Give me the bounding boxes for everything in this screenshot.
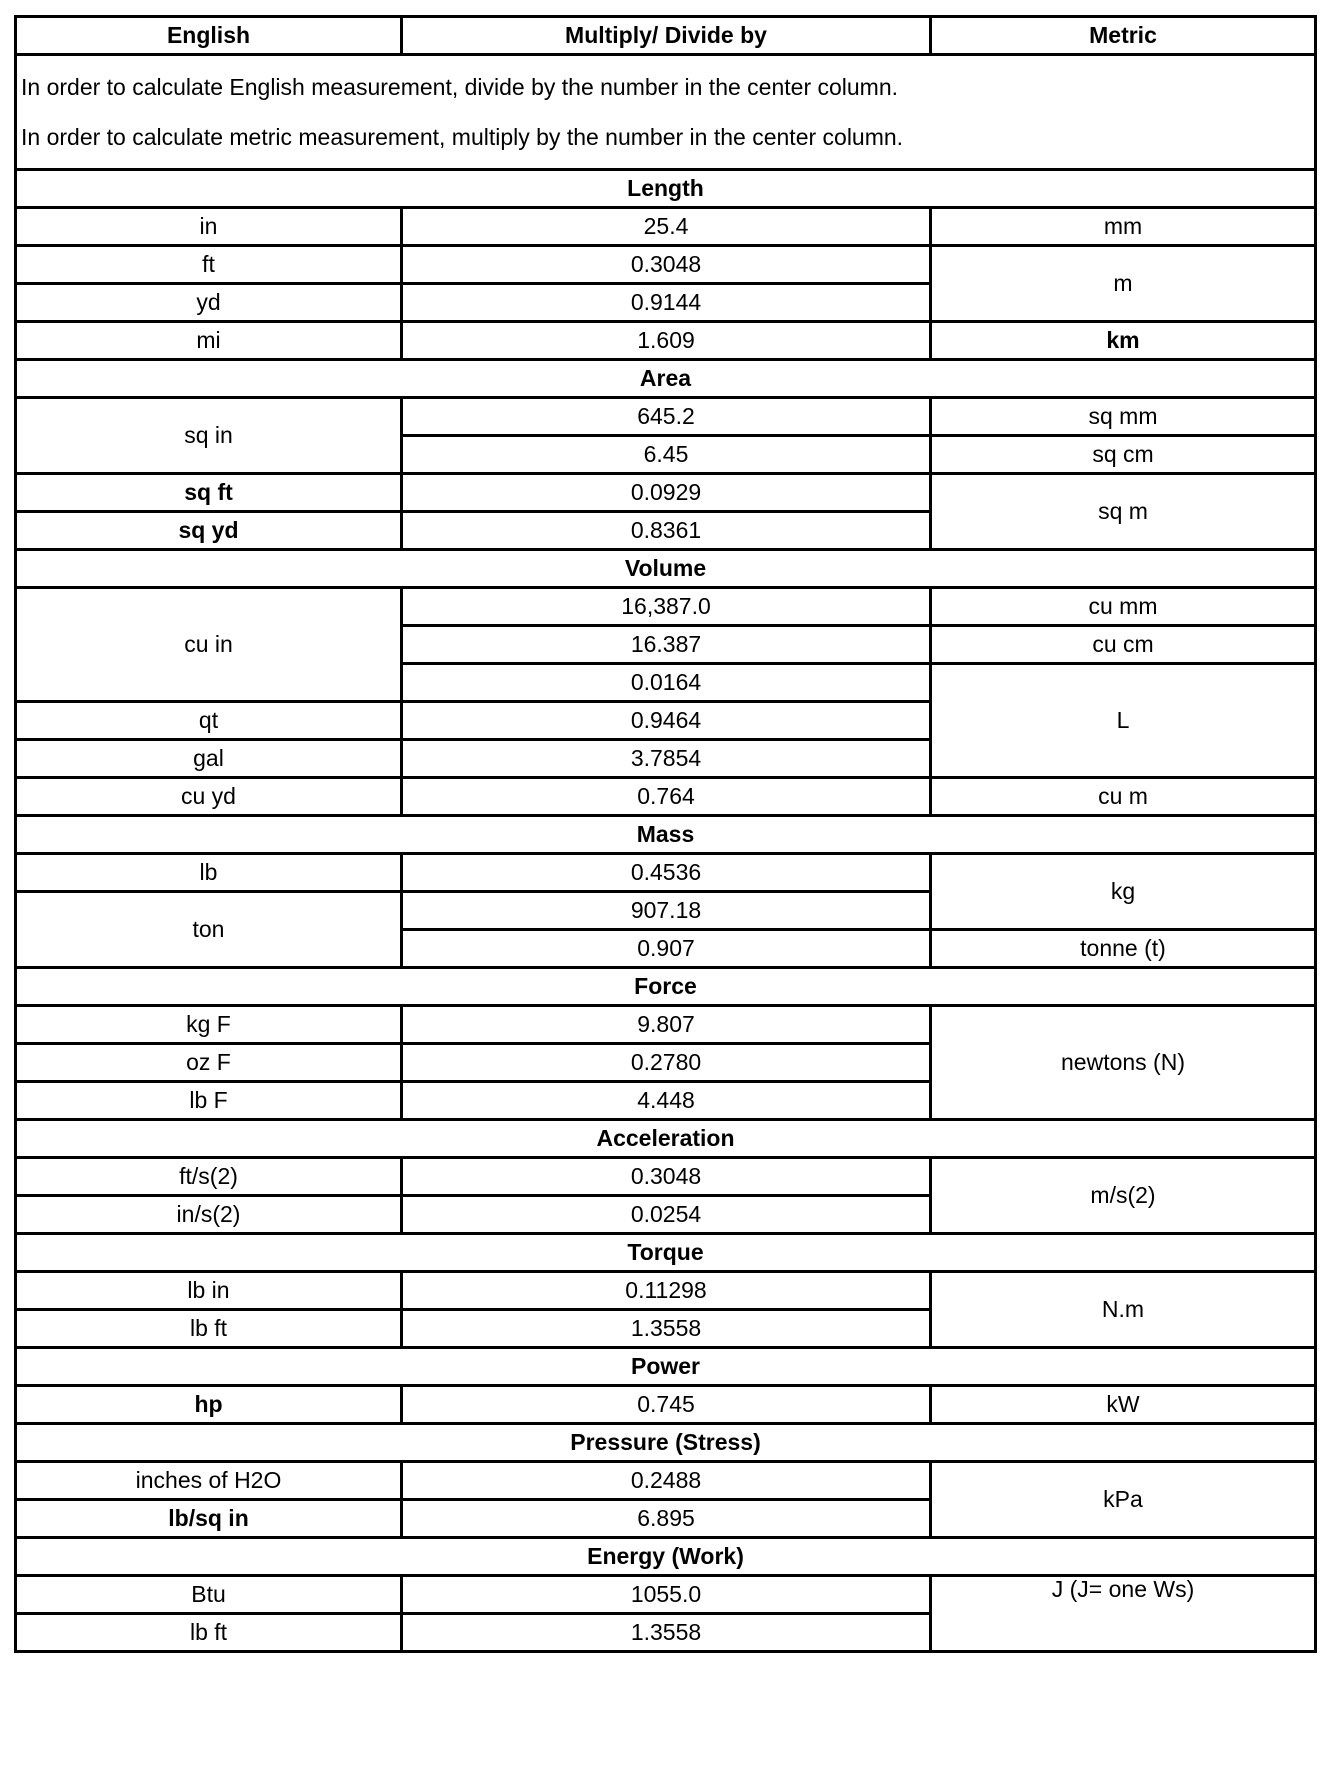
section-row <box>16 550 1316 588</box>
english-unit: ton <box>16 892 402 968</box>
table-row <box>16 474 1316 512</box>
conversion-factor: 907.18 <box>402 892 931 930</box>
section-title-area: Area <box>16 360 1316 398</box>
conversion-factor: 0.9144 <box>402 284 931 322</box>
table-row <box>16 854 1316 892</box>
section-row <box>16 1234 1316 1272</box>
header-factor: Multiply/ Divide by <box>402 17 931 55</box>
english-unit: ft/s(2) <box>16 1158 402 1196</box>
conversion-factor: 645.2 <box>402 398 931 436</box>
conversion-factor: 0.0164 <box>402 664 931 702</box>
english-unit: ft <box>16 246 402 284</box>
english-unit: sq yd <box>16 512 402 550</box>
table-row <box>16 1272 1316 1310</box>
conversion-factor: 1.609 <box>402 322 931 360</box>
table-row <box>16 208 1316 246</box>
english-unit: in <box>16 208 402 246</box>
conversion-factor: 6.45 <box>402 436 931 474</box>
header-row <box>16 17 1316 55</box>
conversion-factor: 16.387 <box>402 626 931 664</box>
conversion-factor: 0.2780 <box>402 1044 931 1082</box>
conversion-factor: 0.3048 <box>402 1158 931 1196</box>
section-title-power: Power <box>16 1348 1316 1386</box>
section-title-energy: Energy (Work) <box>16 1538 1316 1576</box>
english-unit: lb <box>16 854 402 892</box>
section-row <box>16 1348 1316 1386</box>
metric-unit: sq cm <box>931 436 1316 474</box>
conversion-table <box>14 15 1317 1653</box>
conversion-factor: 1055.0 <box>402 1576 931 1614</box>
section-title-mass: Mass <box>16 816 1316 854</box>
english-unit: gal <box>16 740 402 778</box>
section-row <box>16 360 1316 398</box>
table-row <box>16 1462 1316 1500</box>
conversion-factor: 9.807 <box>402 1006 931 1044</box>
header-metric: Metric <box>931 17 1316 55</box>
header-english: English <box>16 17 402 55</box>
section-title-volume: Volume <box>16 550 1316 588</box>
conversion-factor: 16,387.0 <box>402 588 931 626</box>
instructions <box>16 55 1316 170</box>
english-unit: lb F <box>16 1082 402 1120</box>
metric-unit: N.m <box>931 1272 1316 1348</box>
english-unit: lb ft <box>16 1614 402 1652</box>
metric-unit: km <box>931 322 1316 360</box>
conversion-factor: 6.895 <box>402 1500 931 1538</box>
english-unit: Btu <box>16 1576 402 1614</box>
english-unit: sq ft <box>16 474 402 512</box>
section-title-length: Length <box>16 170 1316 208</box>
conversion-factor: 0.0254 <box>402 1196 931 1234</box>
section-row <box>16 968 1316 1006</box>
metric-unit: kg <box>931 854 1316 930</box>
metric-unit: cu cm <box>931 626 1316 664</box>
metric-unit: mm <box>931 208 1316 246</box>
section-row <box>16 816 1316 854</box>
english-unit: cu yd <box>16 778 402 816</box>
table-row <box>16 1576 1316 1614</box>
section-row <box>16 1120 1316 1158</box>
table-row <box>16 246 1316 284</box>
metric-unit: sq m <box>931 474 1316 550</box>
section-title-torque: Torque <box>16 1234 1316 1272</box>
metric-unit: kPa <box>931 1462 1316 1538</box>
english-unit: oz F <box>16 1044 402 1082</box>
english-unit: yd <box>16 284 402 322</box>
table-row <box>16 322 1316 360</box>
metric-unit: sq mm <box>931 398 1316 436</box>
metric-unit: cu mm <box>931 588 1316 626</box>
instructions-row <box>16 55 1316 170</box>
metric-unit: kW <box>931 1386 1316 1424</box>
conversion-factor: 0.3048 <box>402 246 931 284</box>
metric-unit: m/s(2) <box>931 1158 1316 1234</box>
conversion-factor: 1.3558 <box>402 1614 931 1652</box>
metric-unit: L <box>931 664 1316 778</box>
conversion-factor: 0.9464 <box>402 702 931 740</box>
instruction-english: In order to calculate English measurement, divide by the number in the center column. <box>21 73 899 100</box>
english-unit: kg F <box>16 1006 402 1044</box>
section-row <box>16 1538 1316 1576</box>
section-row <box>16 1424 1316 1462</box>
conversion-factor: 0.0929 <box>402 474 931 512</box>
conversion-factor: 1.3558 <box>402 1310 931 1348</box>
table-row <box>16 1158 1316 1196</box>
english-unit: qt <box>16 702 402 740</box>
section-title-pressure: Pressure (Stress) <box>16 1424 1316 1462</box>
conversion-factor: 0.4536 <box>402 854 931 892</box>
section-title-acceleration: Acceleration <box>16 1120 1316 1158</box>
conversion-factor: 0.8361 <box>402 512 931 550</box>
section-title-force: Force <box>16 968 1316 1006</box>
metric-unit: tonne (t) <box>931 930 1316 968</box>
metric-unit: cu m <box>931 778 1316 816</box>
english-unit: inches of H2O <box>16 1462 402 1500</box>
english-unit: cu in <box>16 588 402 702</box>
english-unit: hp <box>16 1386 402 1424</box>
conversion-factor: 0.745 <box>402 1386 931 1424</box>
english-unit: lb/sq in <box>16 1500 402 1538</box>
table-row <box>16 398 1316 436</box>
table-row <box>16 778 1316 816</box>
english-unit: lb ft <box>16 1310 402 1348</box>
english-unit: mi <box>16 322 402 360</box>
english-unit: sq in <box>16 398 402 474</box>
table-row <box>16 588 1316 626</box>
conversion-factor: 3.7854 <box>402 740 931 778</box>
conversion-factor: 25.4 <box>402 208 931 246</box>
conversion-factor: 4.448 <box>402 1082 931 1120</box>
english-unit: in/s(2) <box>16 1196 402 1234</box>
conversion-factor: 0.907 <box>402 930 931 968</box>
conversion-factor: 0.2488 <box>402 1462 931 1500</box>
table-row <box>16 1006 1316 1044</box>
table-row <box>16 1386 1316 1424</box>
metric-unit: J (J= one Ws) <box>931 1576 1316 1652</box>
conversion-factor: 0.764 <box>402 778 931 816</box>
english-unit: lb in <box>16 1272 402 1310</box>
section-row <box>16 170 1316 208</box>
metric-unit: newtons (N) <box>931 1006 1316 1120</box>
conversion-factor: 0.11298 <box>402 1272 931 1310</box>
metric-unit: m <box>931 246 1316 322</box>
instruction-metric: In order to calculate metric measurement, multiply by the number in the center column. <box>21 123 904 150</box>
